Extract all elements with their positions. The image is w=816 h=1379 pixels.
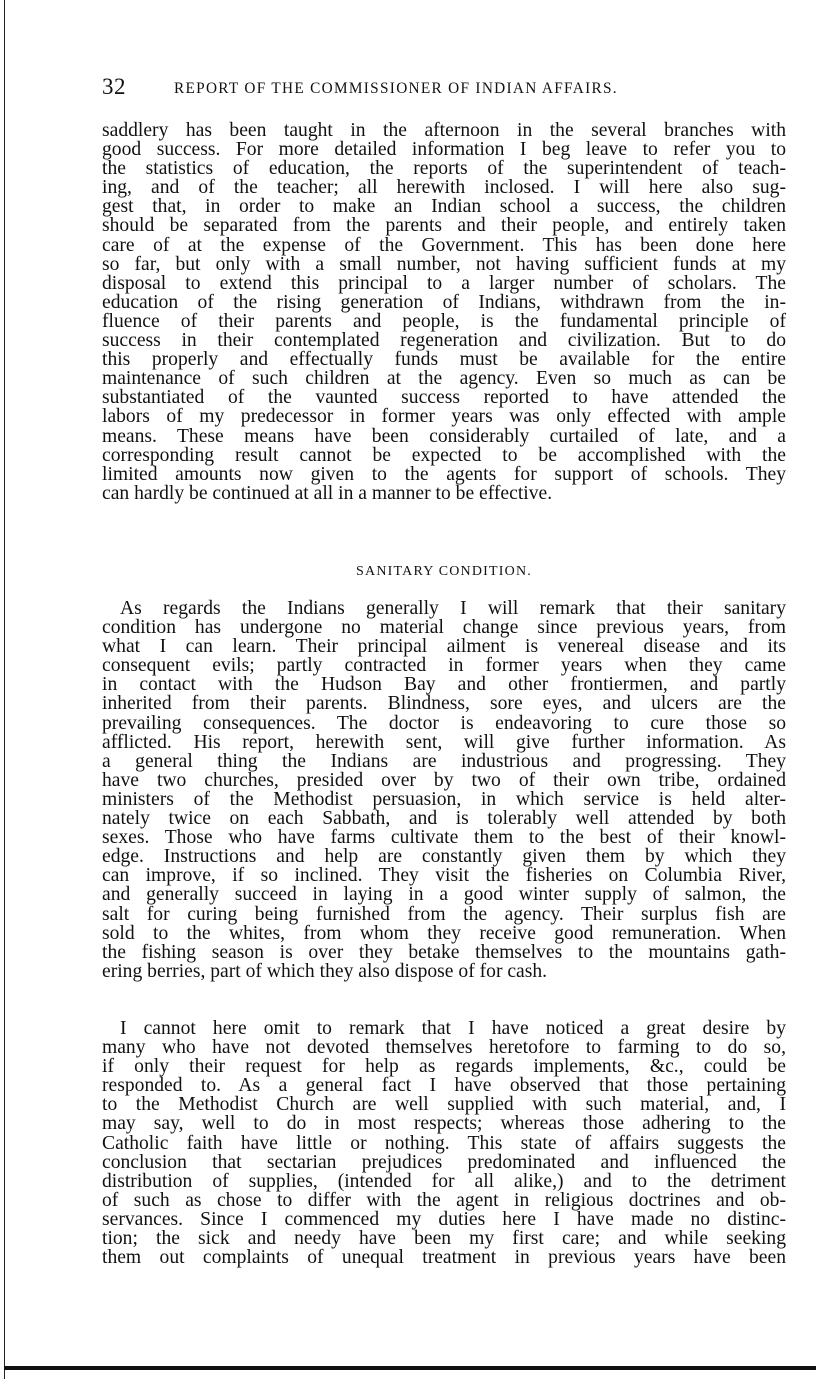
- text-line: labors of my predecessor in former years was only effected with ample: [102, 406, 786, 428]
- text-line: the statistics of education, the reports of the superintendent of teach-: [102, 158, 786, 180]
- text-line: edge. Instructions and help are constantly given them by which they: [102, 846, 786, 868]
- text-line: means. These means have been considerably curtailed of late, and a: [102, 425, 786, 447]
- text-line: education of the rising generation of Indians, withdrawn from the in-: [102, 291, 786, 313]
- text-line: salt for curing being furnished from the agency. Their surplus fish are: [102, 903, 786, 925]
- text-line: maintenance of such children at the agency. Even so much as can be: [102, 368, 786, 390]
- text-line: afflicted. His report, herewith sent, will give further information. As: [102, 731, 786, 753]
- text-line: limited amounts now given to the agents for support of schools. They: [102, 463, 786, 485]
- text-line: servances. Since I commenced my duties here I have made no distinc-: [102, 1208, 786, 1230]
- paragraph-farming-request: [102, 1019, 786, 1267]
- text-line: can improve, if so inclined. They visit the fisheries on Columbia River,: [102, 865, 786, 887]
- page-bottom-rule: [4, 1366, 816, 1370]
- text-line: them out complaints of unequal treatment in previous years have been: [102, 1247, 786, 1269]
- text-line: ministers of the Methodist persuasion, in which service is held alter-: [102, 788, 786, 810]
- page-number: 32: [102, 74, 126, 99]
- text-line: fluence of their parents and people, is the fundamental principle of: [102, 310, 786, 332]
- text-line: success in their contemplated regeneration and civilization. But to do: [102, 330, 786, 352]
- text-line: inherited from their parents. Blindness, sore eyes, and ulcers are the: [102, 693, 786, 715]
- text-line: to the Methodist Church are well supplied with such material, and, I: [102, 1094, 786, 1116]
- paragraph-education: [102, 121, 786, 503]
- text-line: corresponding result cannot be expected to be accomplished with the: [102, 444, 786, 466]
- text-line: Catholic faith have little or nothing. This state of affairs suggests the: [102, 1132, 786, 1154]
- text-line: care of at the expense of the Government. This has been done here: [102, 234, 786, 256]
- text-line: distribution of supplies, (intended for all alike,) and to the detriment: [102, 1170, 786, 1192]
- text-line: good success. For more detailed information I beg leave to refer you to: [102, 139, 786, 161]
- text-line: nately twice on each Sabbath, and is tolerably well attended by both: [102, 808, 786, 830]
- text-line: what I can learn. Their principal ailment is venereal disease and its: [102, 636, 786, 658]
- page-header: [102, 74, 788, 104]
- text-line: can hardly be continued at all in a manner to be effective.: [102, 482, 553, 504]
- text-line: disposal to extend this principal to a larger number of scholars. The: [102, 272, 786, 294]
- text-line: consequent evils; partly contracted in former years when they came: [102, 655, 786, 677]
- text-line: prevailing consequences. The doctor is endeavoring to cure those so: [102, 712, 786, 734]
- text-line: conclusion that sectarian prejudices predominated and influenced the: [102, 1151, 786, 1173]
- text-line: a general thing the Indians are industrious and progressing. They: [102, 750, 786, 772]
- text-line: substantiated of the vaunted success reported to have attended the: [102, 387, 786, 409]
- text-line: if only their request for help as regards implements, &c., could be: [102, 1056, 786, 1078]
- text-line: in contact with the Hudson Bay and other frontiermen, and partly: [102, 674, 786, 696]
- text-line: condition has undergone no material change since previous years, from: [102, 617, 786, 639]
- text-line: gest that, in order to make an Indian school a success, the children: [102, 196, 786, 218]
- text-line: this properly and effectually funds must be available for the entire: [102, 349, 786, 371]
- section-heading: SANITARY CONDITION.: [356, 564, 532, 579]
- text-line: I cannot here omit to remark that I have noticed a great desire by: [120, 1018, 786, 1039]
- text-line: sold to the whites, from whom they receive good remuneration. When: [102, 922, 786, 944]
- text-line: tion; the sick and needy have been my first care; and while seeking: [102, 1228, 786, 1250]
- page-edge-rule: [4, 0, 5, 1379]
- text-line: saddlery has been taught in the afternoon in the several branches with: [102, 120, 786, 141]
- text-line: ing, and of the teacher; all herewith inclosed. I will here also sug-: [102, 177, 786, 199]
- text-line: sexes. Those who have farms cultivate them to the best of their knowl-: [102, 827, 786, 849]
- text-line: ering berries, part of which they also dispose of for cash.: [102, 960, 548, 982]
- text-line: should be separated from the parents and their people, and entirely taken: [102, 215, 786, 237]
- text-line: have two churches, presided over by two of their own tribe, ordained: [102, 769, 786, 791]
- text-line: the fishing season is over they betake themselves to the mountains gath-: [102, 941, 786, 963]
- text-line: so far, but only with a small number, not having sufficient funds at my: [102, 253, 786, 275]
- paragraph-sanitary-condition: [102, 599, 786, 981]
- text-line: of such as chose to differ with the agent in religious doctrines and ob-: [102, 1189, 786, 1211]
- text-line: responded to. As a general fact I have observed that those pertaining: [102, 1075, 786, 1097]
- text-line: and generally succeed in laying in a good winter supply of salmon, the: [102, 884, 786, 906]
- text-line: may say, well to do in most respects; whereas those adhering to the: [102, 1113, 786, 1135]
- running-title: REPORT OF THE COMMISSIONER OF INDIAN AFFAIRS.: [174, 80, 618, 97]
- text-line: As regards the Indians generally I will remark that their sanitary: [120, 598, 786, 619]
- text-line: many who have not devoted themselves heretofore to farming to do so,: [102, 1037, 786, 1059]
